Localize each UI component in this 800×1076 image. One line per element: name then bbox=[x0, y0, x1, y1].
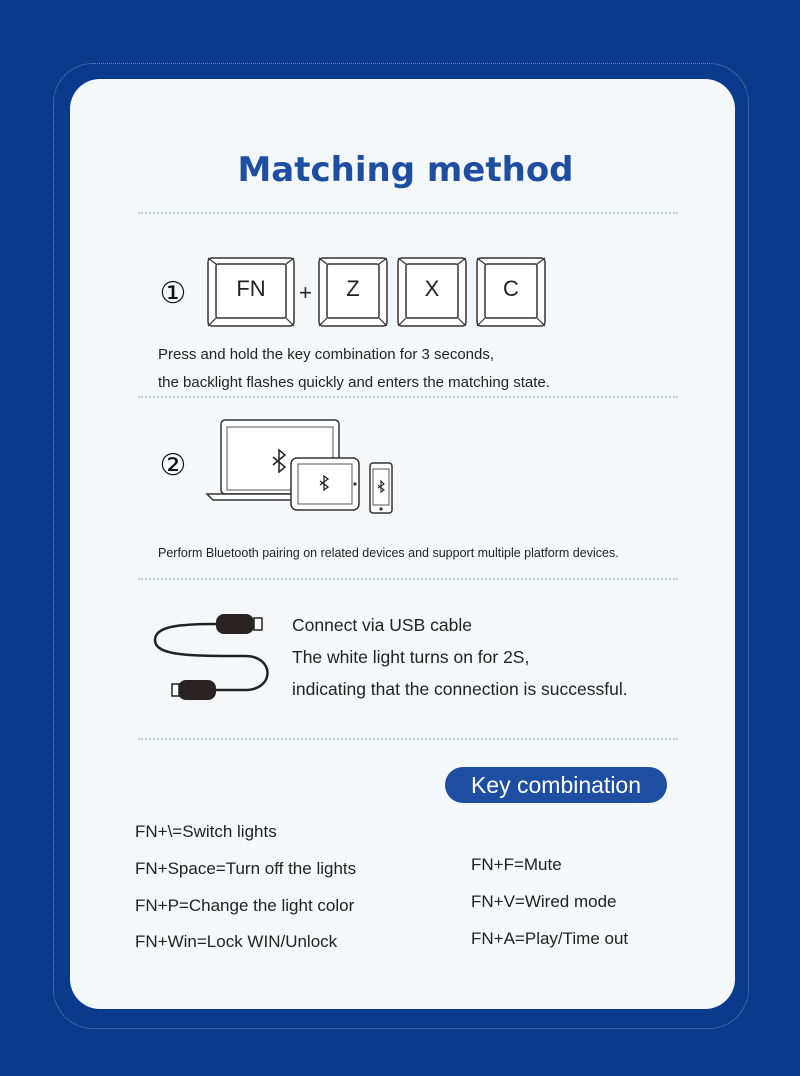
step-2-text: Perform Bluetooth pairing on related devices and support multiple platform devices. bbox=[158, 546, 619, 560]
step-1-number: ① bbox=[159, 275, 187, 311]
key-combo-item: FN+A=Play/Time out bbox=[471, 929, 629, 948]
key-fn-label: FN bbox=[236, 276, 266, 301]
key-x bbox=[397, 257, 467, 327]
usb-text-line3: indicating that the connection is successful. bbox=[292, 679, 628, 699]
divider bbox=[138, 578, 678, 580]
key-combo-item: FN+P=Change the light color bbox=[135, 896, 355, 915]
key-combo-item: FN+V=Wired mode bbox=[471, 892, 617, 911]
usb-text-line1: Connect via USB cable bbox=[292, 615, 472, 635]
key-combination-heading: Key combination bbox=[445, 767, 667, 803]
bluetooth-devices-icon bbox=[205, 418, 405, 518]
divider bbox=[138, 212, 678, 214]
key-z-label: Z bbox=[346, 276, 360, 301]
key-x-label: X bbox=[424, 276, 440, 301]
step-1-text-line2: the backlight flashes quickly and enters the matching state. bbox=[158, 374, 550, 391]
key-fn bbox=[207, 257, 295, 327]
key-c bbox=[476, 257, 546, 327]
divider bbox=[138, 738, 678, 740]
step-2-number: ② bbox=[159, 447, 187, 483]
plus-sign: + bbox=[299, 280, 312, 305]
usb-cable-icon bbox=[150, 608, 280, 708]
key-combo-item: FN+Space=Turn off the lights bbox=[135, 859, 357, 878]
key-z bbox=[318, 257, 388, 327]
key-c-label: C bbox=[503, 276, 519, 301]
page-title: Matching method bbox=[237, 150, 574, 190]
usb-text-line2: The white light turns on for 2S, bbox=[292, 647, 530, 667]
key-combo-item: FN+Win=Lock WIN/Unlock bbox=[135, 932, 338, 951]
step-1-text-line1: Press and hold the key combination for 3 seconds, bbox=[158, 346, 495, 363]
key-combo-item: FN+\=Switch lights bbox=[135, 822, 277, 841]
divider bbox=[138, 396, 678, 398]
key-combo-item: FN+F=Mute bbox=[471, 855, 562, 874]
